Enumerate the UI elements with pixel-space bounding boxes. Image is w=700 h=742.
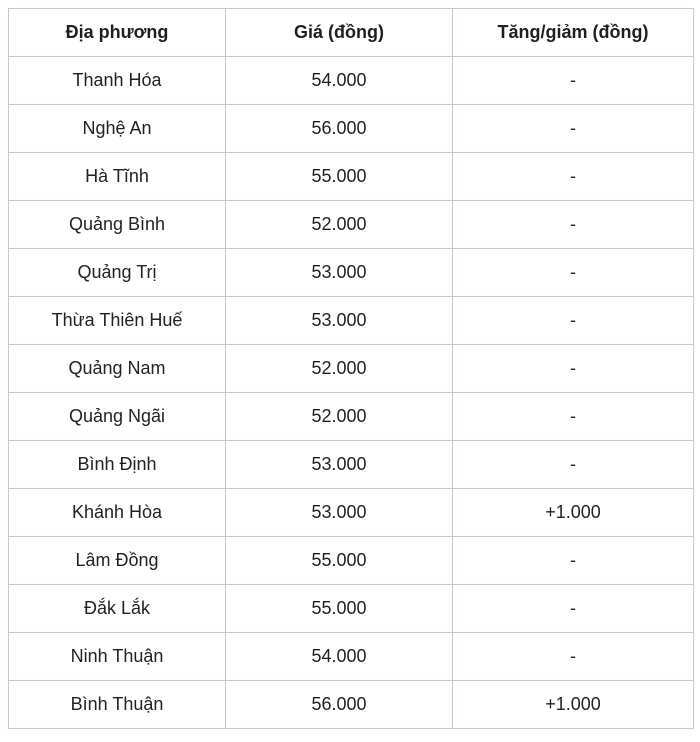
change-cell: - <box>453 249 694 297</box>
change-cell: - <box>453 297 694 345</box>
table-row <box>9 681 694 729</box>
change-cell: - <box>453 153 694 201</box>
change-cell: - <box>453 393 694 441</box>
table-row <box>9 201 694 249</box>
region-cell: Quảng Nam <box>9 345 226 393</box>
region-cell: Khánh Hòa <box>9 489 226 537</box>
region-cell: Nghệ An <box>9 105 226 153</box>
change-cell: - <box>453 201 694 249</box>
table-row <box>9 585 694 633</box>
price-cell: 56.000 <box>226 681 453 729</box>
header-change: Tăng/giảm (đồng) <box>453 9 694 57</box>
region-cell: Quảng Ngãi <box>9 393 226 441</box>
region-cell: Hà Tĩnh <box>9 153 226 201</box>
price-cell: 55.000 <box>226 585 453 633</box>
region-cell: Thừa Thiên Huế <box>9 297 226 345</box>
region-cell: Thanh Hóa <box>9 57 226 105</box>
price-cell: 53.000 <box>226 297 453 345</box>
change-cell: +1.000 <box>453 681 694 729</box>
change-cell: - <box>453 345 694 393</box>
header-row <box>9 9 694 57</box>
change-cell: - <box>453 441 694 489</box>
region-cell: Bình Thuận <box>9 681 226 729</box>
table-header <box>9 9 694 57</box>
table-row <box>9 249 694 297</box>
region-cell: Lâm Đồng <box>9 537 226 585</box>
change-cell: - <box>453 585 694 633</box>
table-row <box>9 57 694 105</box>
table-row <box>9 153 694 201</box>
change-cell: - <box>453 537 694 585</box>
table-row <box>9 537 694 585</box>
header-price: Giá (đồng) <box>226 9 453 57</box>
region-cell: Quảng Trị <box>9 249 226 297</box>
change-cell: +1.000 <box>453 489 694 537</box>
table-row <box>9 297 694 345</box>
price-cell: 53.000 <box>226 489 453 537</box>
table-row <box>9 345 694 393</box>
price-cell: 55.000 <box>226 537 453 585</box>
price-cell: 52.000 <box>226 345 453 393</box>
table-row <box>9 105 694 153</box>
price-cell: 54.000 <box>226 633 453 681</box>
change-cell: - <box>453 105 694 153</box>
change-cell: - <box>453 633 694 681</box>
price-table <box>8 8 694 729</box>
region-cell: Quảng Bình <box>9 201 226 249</box>
region-cell: Bình Định <box>9 441 226 489</box>
price-cell: 55.000 <box>226 153 453 201</box>
table-row <box>9 441 694 489</box>
header-region: Địa phương <box>9 9 226 57</box>
region-cell: Đắk Lắk <box>9 585 226 633</box>
region-cell: Ninh Thuận <box>9 633 226 681</box>
table-body <box>9 57 694 729</box>
table-row <box>9 633 694 681</box>
price-cell: 53.000 <box>226 249 453 297</box>
price-cell: 56.000 <box>226 105 453 153</box>
price-cell: 54.000 <box>226 57 453 105</box>
price-cell: 52.000 <box>226 201 453 249</box>
table-row <box>9 393 694 441</box>
price-cell: 52.000 <box>226 393 453 441</box>
change-cell: - <box>453 57 694 105</box>
price-cell: 53.000 <box>226 441 453 489</box>
table-row <box>9 489 694 537</box>
